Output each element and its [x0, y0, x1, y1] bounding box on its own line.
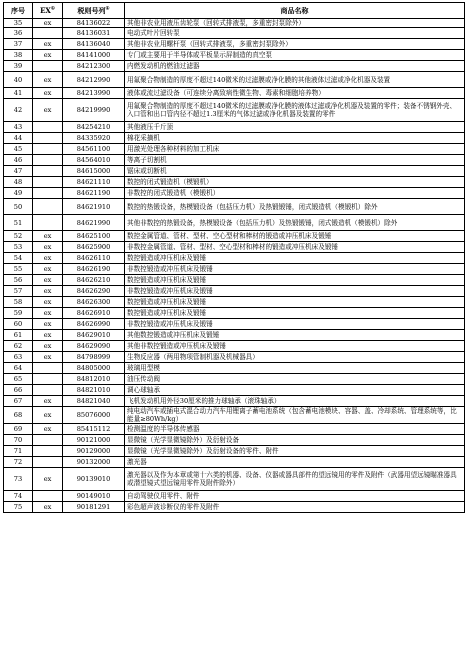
table-row [4, 50, 465, 61]
row-goods-name: 其他非数控的热锻设备，热模锻设备（包括压力机）及热锻锻锤，闭式锻造机（模锻机）除外 [125, 215, 465, 231]
row-ex-flag [33, 188, 63, 199]
row-number: 68 [4, 407, 33, 424]
row-tariff-code: 84254210 [63, 122, 125, 133]
table-row [4, 457, 465, 468]
row-ex-flag [33, 166, 63, 177]
row-goods-name: 调心球轴承 [125, 385, 465, 396]
row-ex-flag: ex [33, 99, 63, 122]
row-tariff-code: 84625900 [63, 242, 125, 253]
row-number: 37 [4, 39, 33, 50]
table-row [4, 215, 465, 231]
row-goods-name: 玻璃用型模 [125, 363, 465, 374]
table-row [4, 166, 465, 177]
row-ex-flag: ex [33, 286, 63, 297]
row-ex-flag [33, 215, 63, 231]
row-tariff-code: 84621990 [63, 215, 125, 231]
table-row [4, 319, 465, 330]
row-ex-flag: ex [33, 330, 63, 341]
row-ex-flag: ex [33, 407, 63, 424]
row-goods-name: 数控的热锻设备，热模锻设备（包括压力机）及热锻锻锤，闭式锻造机（模锻机）除外 [125, 199, 465, 215]
row-number: 61 [4, 330, 33, 341]
table-row [4, 122, 465, 133]
row-goods-name: 非数控锻造或冲压机床及锻锤 [125, 264, 465, 275]
row-goods-name: 数控金属管道、管材、型材、空心型材和棒材的锻造或冲压机床及锻锤 [125, 231, 465, 242]
row-tariff-code: 84626290 [63, 286, 125, 297]
row-ex-flag [33, 199, 63, 215]
header-name: 商品名称 [125, 3, 465, 19]
row-tariff-code: 90181291 [63, 502, 125, 513]
header-no: 序号 [4, 3, 33, 19]
table-row [4, 231, 465, 242]
row-goods-name: 纯电动汽车或插电式混合动力汽车用锂离子蓄电池系统（包含蓄电池模块、容器、盖、冷却系统、管理系统等，比能量≥80Wh/kg） [125, 407, 465, 424]
row-goods-name: 锯床或切断机 [125, 166, 465, 177]
row-ex-flag [33, 28, 63, 39]
row-number: 70 [4, 435, 33, 446]
row-goods-name: 数控锻造或冲压机床及锻锤 [125, 308, 465, 319]
row-tariff-code: 84141000 [63, 50, 125, 61]
row-tariff-code: 90129000 [63, 446, 125, 457]
row-tariff-code: 84136031 [63, 28, 125, 39]
row-number: 57 [4, 286, 33, 297]
row-ex-flag [33, 155, 63, 166]
row-ex-flag [33, 435, 63, 446]
row-ex-flag: ex [33, 231, 63, 242]
row-tariff-code: 84821040 [63, 396, 125, 407]
row-number: 60 [4, 319, 33, 330]
table-row [4, 28, 465, 39]
row-goods-name: 油压传动阀 [125, 374, 465, 385]
row-number: 54 [4, 253, 33, 264]
row-ex-flag [33, 457, 63, 468]
row-tariff-code: 84626190 [63, 264, 125, 275]
row-tariff-code: 84798999 [63, 352, 125, 363]
row-ex-flag: ex [33, 468, 63, 491]
row-number: 53 [4, 242, 33, 253]
row-number: 45 [4, 144, 33, 155]
row-tariff-code: 90132000 [63, 457, 125, 468]
row-number: 49 [4, 188, 33, 199]
row-ex-flag [33, 177, 63, 188]
row-tariff-code: 84626300 [63, 297, 125, 308]
row-ex-flag: ex [33, 242, 63, 253]
row-goods-name: 激光器 [125, 457, 465, 468]
row-tariff-code: 84212990 [63, 72, 125, 88]
table-row [4, 275, 465, 286]
row-goods-name: 其他非数控锻造或冲压机床及锻锤 [125, 341, 465, 352]
table-row [4, 144, 465, 155]
row-goods-name: 显微镜（光学显微镜除外）及衍射设备 [125, 435, 465, 446]
row-goods-name: 棉花采摘机 [125, 133, 465, 144]
row-number: 71 [4, 446, 33, 457]
row-ex-flag: ex [33, 396, 63, 407]
table-row [4, 352, 465, 363]
row-goods-name: 数控锻造或冲压机床及锻锤 [125, 253, 465, 264]
row-tariff-code: 90139010 [63, 468, 125, 491]
row-ex-flag: ex [33, 319, 63, 330]
row-tariff-code: 84136040 [63, 39, 125, 50]
row-ex-flag: ex [33, 72, 63, 88]
table-row [4, 188, 465, 199]
table-row [4, 61, 465, 72]
header-ex: EX① [33, 3, 63, 19]
row-ex-flag [33, 385, 63, 396]
row-ex-flag: ex [33, 19, 63, 28]
table-row [4, 341, 465, 352]
row-ex-flag: ex [33, 297, 63, 308]
row-tariff-code: 84629090 [63, 341, 125, 352]
row-number: 47 [4, 166, 33, 177]
table-row [4, 264, 465, 275]
row-tariff-code: 84335920 [63, 133, 125, 144]
row-number: 62 [4, 341, 33, 352]
table-row [4, 363, 465, 374]
table-row [4, 468, 465, 491]
row-goods-name: 用氟聚合物制造的厚度不超过140微米的过滤膜或净化膜的液体过滤或净化机器及装置的零件；装备不锈钢外壳、入口管和出口管内径不超过1.3厘米的气体过滤或净化机器及装置的零件 [125, 99, 465, 122]
row-ex-flag: ex [33, 352, 63, 363]
row-ex-flag: ex [33, 424, 63, 435]
row-ex-flag [33, 61, 63, 72]
row-ex-flag: ex [33, 341, 63, 352]
row-tariff-code: 84621110 [63, 177, 125, 188]
row-goods-name: 其他非农业用液压齿轮泵（回转式排液泵，多重密封泵除外） [125, 19, 465, 28]
table-row [4, 253, 465, 264]
row-number: 69 [4, 424, 33, 435]
row-goods-name: 数控锻造或冲压机床及锻锤 [125, 297, 465, 308]
row-number: 63 [4, 352, 33, 363]
row-number: 38 [4, 50, 33, 61]
row-tariff-code: 84621190 [63, 188, 125, 199]
table-row [4, 374, 465, 385]
row-goods-name: 其他非农业用螺杆泵（回转式排液泵，多重密封泵除外） [125, 39, 465, 50]
row-goods-name: 专门或主要用于半导体或平板显示屏制造的真空泵 [125, 50, 465, 61]
row-number: 46 [4, 155, 33, 166]
table-body [4, 19, 465, 513]
row-goods-name: 用氟聚合物制造的厚度不超过140微米的过滤膜或净化膜的其他液体过滤或净化机器及装置 [125, 72, 465, 88]
row-number: 50 [4, 199, 33, 215]
row-tariff-code: 90121000 [63, 435, 125, 446]
table-row [4, 502, 465, 513]
row-goods-name: 数控锻造或冲压机床及锻锤 [125, 275, 465, 286]
table-row [4, 297, 465, 308]
row-tariff-code: 84626990 [63, 319, 125, 330]
row-ex-flag: ex [33, 39, 63, 50]
row-tariff-code: 84629010 [63, 330, 125, 341]
row-number: 58 [4, 297, 33, 308]
table-row [4, 435, 465, 446]
row-number: 52 [4, 231, 33, 242]
row-ex-flag: ex [33, 253, 63, 264]
row-number: 73 [4, 468, 33, 491]
row-tariff-code: 84219990 [63, 99, 125, 122]
row-goods-name: 电动式叶片回转泵 [125, 28, 465, 39]
table-row [4, 286, 465, 297]
row-number: 67 [4, 396, 33, 407]
row-ex-flag: ex [33, 50, 63, 61]
row-tariff-code: 84213990 [63, 88, 125, 99]
table-header [4, 3, 465, 19]
row-ex-flag [33, 446, 63, 457]
row-goods-name: 其他液压千斤顶 [125, 122, 465, 133]
row-tariff-code: 84564010 [63, 155, 125, 166]
header-code: 税则号列① [63, 3, 125, 19]
row-goods-name: 非数控金属管道、管材、型材、空心型材和棒材的锻造或冲压机床及锻锤 [125, 242, 465, 253]
row-ex-flag [33, 491, 63, 502]
table-row [4, 385, 465, 396]
row-number: 51 [4, 215, 33, 231]
row-goods-name: 其他数控锻造或冲压机床及锻锤 [125, 330, 465, 341]
table-row [4, 407, 465, 424]
row-number: 41 [4, 88, 33, 99]
row-tariff-code: 84821010 [63, 385, 125, 396]
table-row [4, 242, 465, 253]
row-tariff-code: 84212300 [63, 61, 125, 72]
table-row [4, 330, 465, 341]
row-goods-name: 等离子切割机 [125, 155, 465, 166]
row-number: 56 [4, 275, 33, 286]
row-goods-name: 彩色超声波诊断仪的零件及附件 [125, 502, 465, 513]
table-row [4, 88, 465, 99]
row-goods-name: 液体或流过滤设备（可连续分离致病性微生物、毒素和细胞培养物） [125, 88, 465, 99]
row-goods-name: 非数控的闭式锻造机（模锻机） [125, 188, 465, 199]
row-ex-flag: ex [33, 502, 63, 513]
row-ex-flag [33, 374, 63, 385]
row-number: 43 [4, 122, 33, 133]
table-row [4, 446, 465, 457]
row-ex-flag [33, 363, 63, 374]
table-row [4, 155, 465, 166]
table-row [4, 19, 465, 28]
row-number: 44 [4, 133, 33, 144]
row-goods-name: 生物反应器（两用物项管制机器及机械器具） [125, 352, 465, 363]
row-goods-name: 激光器以及作为本章或第十六类的机器、设备、仪器或器具部件的望远镜用的零件及附件（武器用望远镜瞄准器具或潜望镜式望远镜用零件及附件除外） [125, 468, 465, 491]
row-number: 40 [4, 72, 33, 88]
row-ex-flag [33, 122, 63, 133]
row-number: 39 [4, 61, 33, 72]
table-row [4, 177, 465, 188]
row-goods-name: 非数控锻造或冲压机床及锻锤 [125, 319, 465, 330]
row-goods-name: 非数控锻造或冲压机床及锻锤 [125, 286, 465, 297]
table-row [4, 72, 465, 88]
table-row [4, 39, 465, 50]
table-row [4, 491, 465, 502]
row-number: 65 [4, 374, 33, 385]
row-goods-name: 数控的闭式锻造机（模锻机） [125, 177, 465, 188]
row-number: 42 [4, 99, 33, 122]
table-row [4, 396, 465, 407]
row-tariff-code: 90149010 [63, 491, 125, 502]
row-tariff-code: 85076000 [63, 407, 125, 424]
row-goods-name: 自动驾驶仪用零件、附件 [125, 491, 465, 502]
row-number: 64 [4, 363, 33, 374]
row-number: 48 [4, 177, 33, 188]
row-ex-flag: ex [33, 264, 63, 275]
table-row [4, 99, 465, 122]
row-goods-name: 内燃发动机的燃油过滤器 [125, 61, 465, 72]
row-tariff-code: 85415112 [63, 424, 125, 435]
row-tariff-code: 84812010 [63, 374, 125, 385]
table-row [4, 424, 465, 435]
row-ex-flag: ex [33, 308, 63, 319]
row-number: 59 [4, 308, 33, 319]
row-ex-flag [33, 144, 63, 155]
row-goods-name: 检测温度的半导体传感器 [125, 424, 465, 435]
tariff-table [3, 2, 465, 513]
table-row [4, 308, 465, 319]
row-number: 74 [4, 491, 33, 502]
row-tariff-code: 84805000 [63, 363, 125, 374]
row-number: 72 [4, 457, 33, 468]
row-goods-name: 显微镜（光学显微镜除外）及衍射设备的零件、附件 [125, 446, 465, 457]
row-number: 35 [4, 19, 33, 28]
row-tariff-code: 84625100 [63, 231, 125, 242]
row-ex-flag: ex [33, 275, 63, 286]
row-tariff-code: 84626210 [63, 275, 125, 286]
row-tariff-code: 84626110 [63, 253, 125, 264]
row-goods-name: 用激光处理各种材料的加工机床 [125, 144, 465, 155]
row-tariff-code: 84615000 [63, 166, 125, 177]
row-tariff-code: 84621910 [63, 199, 125, 215]
row-tariff-code: 84561100 [63, 144, 125, 155]
row-goods-name: 飞机发动机用外径30厘米的推力球轴承（滚珠轴承） [125, 396, 465, 407]
table-row [4, 199, 465, 215]
row-ex-flag [33, 133, 63, 144]
row-number: 36 [4, 28, 33, 39]
row-number: 55 [4, 264, 33, 275]
table-row [4, 133, 465, 144]
row-tariff-code: 84626910 [63, 308, 125, 319]
row-ex-flag: ex [33, 88, 63, 99]
row-number: 66 [4, 385, 33, 396]
row-number: 75 [4, 502, 33, 513]
row-tariff-code: 84136022 [63, 19, 125, 28]
